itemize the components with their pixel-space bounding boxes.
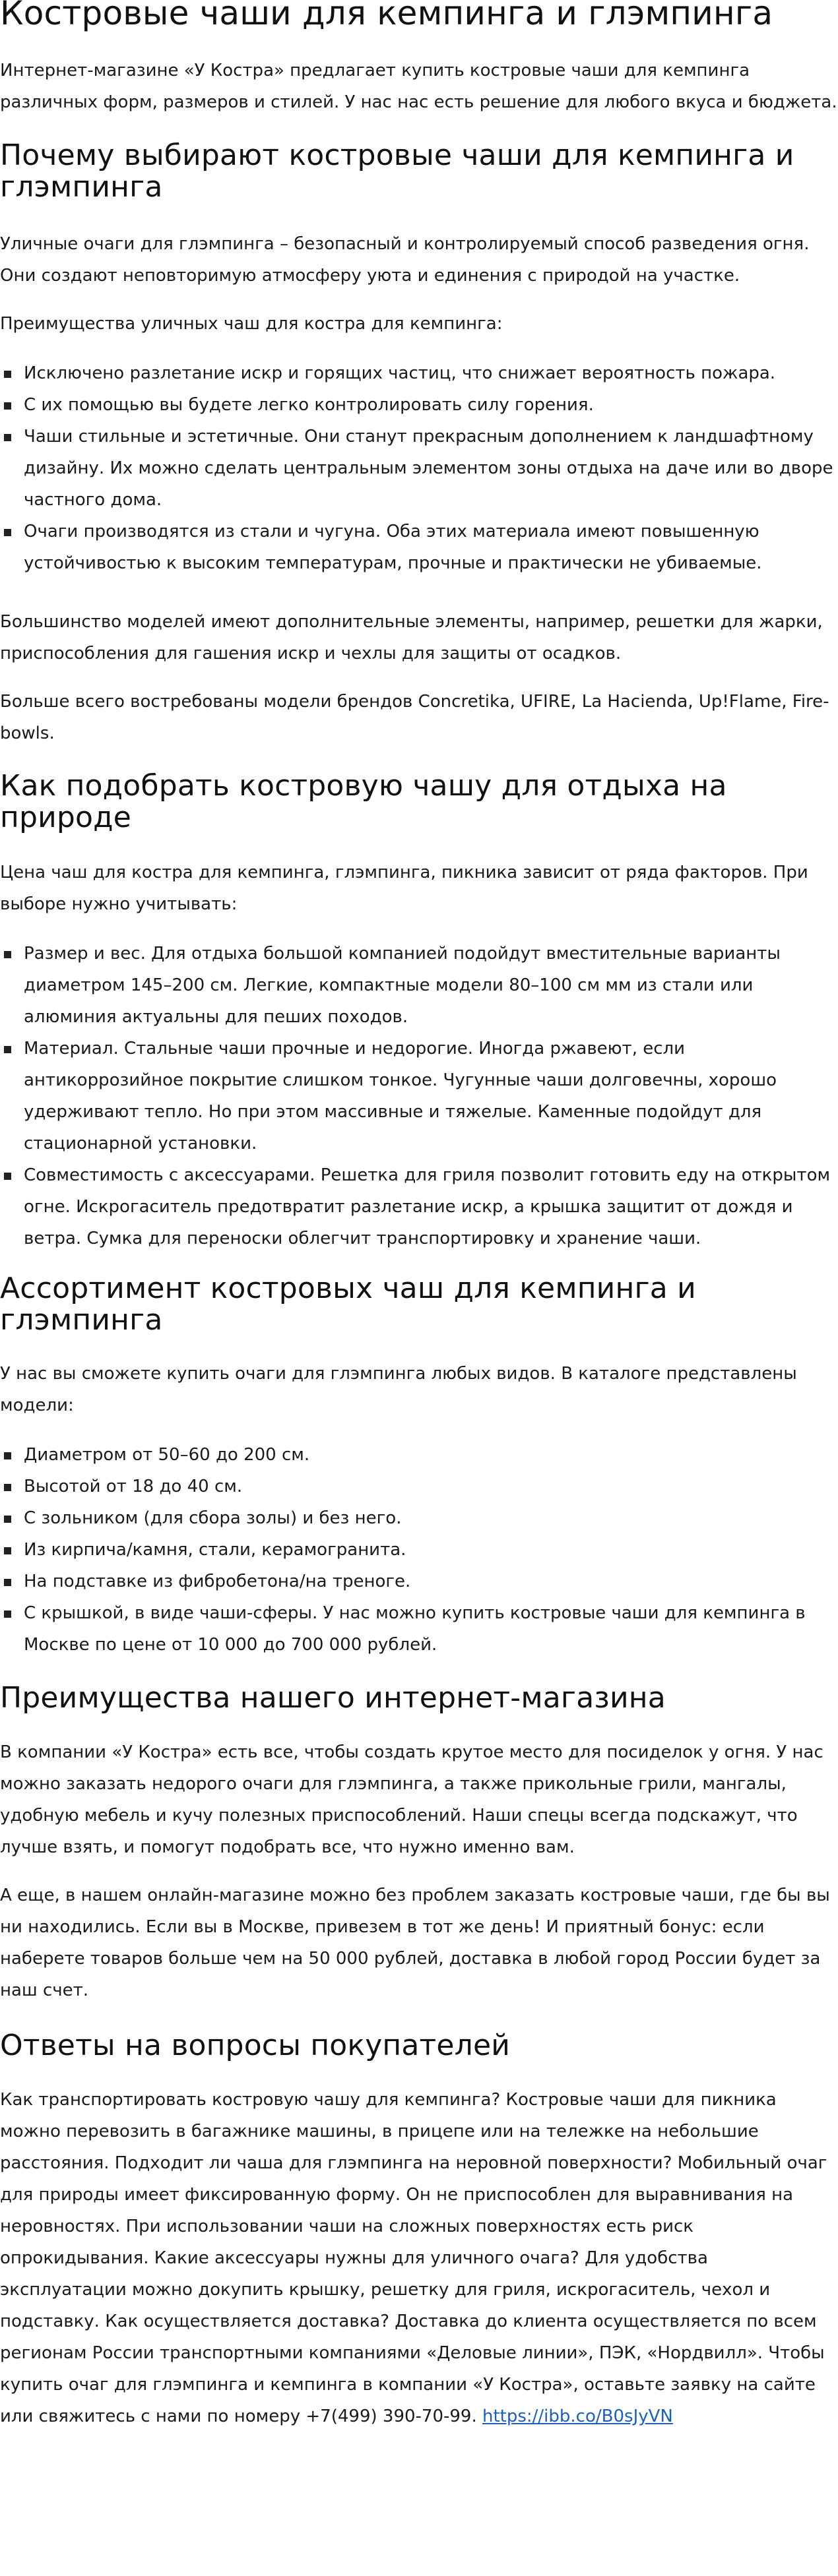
list-item [24, 1597, 838, 1661]
bullet-icon [4, 1579, 11, 1586]
section-heading-faq: Ответы на вопросы покупателей [0, 2029, 511, 2062]
list-item [24, 1159, 838, 1254]
list-item-text: С крышкой, в виде чаши-сферы. У нас можно купить костровые чаши для кемпинга в Москве по цене от 10 000 до 700 000 рублей. [24, 1603, 806, 1655]
section-heading-why: Почему выбирают костровые чаши для кемпинга и глэмпинга [0, 138, 794, 204]
paragraph-advantages-2: А еще, в нашем онлайн-магазине можно без проблем заказать костровые чаши, где бы вы ни находились. Если вы в Москве, привезем в тот же день! И приятный бонус: если наберете товаров больше чем на 50 000 рублей, доставка в любой город России будет за наш счет. [0, 1886, 830, 2000]
list-item [24, 1502, 838, 1534]
bullet-icon [4, 529, 11, 536]
list-item [24, 421, 838, 516]
bullet-icon [4, 1610, 11, 1618]
list-item [24, 1439, 838, 1471]
intro-paragraph: Интернет-магазине «У Костра» предлагает купить костровые чаши для кемпинга различных форм, размеров и стилей. У нас нас есть решение для любого вкуса и бюджета. [0, 61, 837, 112]
list-item-text: Исключено разлетание искр и горящих частиц, что снижает вероятность пожара. [24, 363, 776, 383]
list-item-text: Совместимость с аксессуарами. Решетка для гриля позволит готовить еду на открытом огне. Искрогаситель предотвратит разлетание искр, а крышка защитит от дождя и ветра. Сумка для переноски облегчит транспортировку и хранение чаши. [24, 1165, 831, 1248]
list-item-text: С зольником (для сбора золы) и без него. [24, 1508, 402, 1528]
list-why [0, 357, 838, 579]
paragraph-why-3: Большинство моделей имеют дополнительные элементы, например, решетки для жарки, приспособления для гашения искр и чехлы для защиты от осадков. [0, 612, 823, 663]
bullet-icon [4, 951, 11, 958]
section-heading-how: Как подобрать костровую чашу для отдыха на природе [0, 769, 727, 834]
paragraph-how-1: Цена чаш для костра для кемпинга, глэмпинга, пикника зависит от ряда факторов. При выборе нужно учитывать: [0, 863, 808, 914]
bullet-icon [4, 434, 11, 441]
list-item [24, 1566, 838, 1597]
list-item [24, 1471, 838, 1502]
list-how [0, 938, 838, 1254]
bullet-icon [4, 1547, 11, 1554]
bullet-icon [4, 1173, 11, 1180]
bullet-icon [4, 402, 11, 410]
faq-text: Как транспортировать костровую чашу для кемпинга? Костровые чаши для пикника можно перевозить в багажнике машины, в прицепе или на тележке на небольшие расстояния. Подходит ли чаша для глэмпинга на неровной поверхности? Мобильный очаг для природы имеет фиксированную форму. Он не приспособлен для выравнивания на неровностях. При использовании чаши на сложных поверхностях есть риск опрокидывания. Какие аксессуары нужны для уличного очага? Для удобства эксплуатации можно докупить крышку, решетку для гриля, искрогаситель, чехол и подставку. Как осуществляется доставка? Доставка до клиента осуществляется по всем регионам России транспортными компаниями «Деловые линии», ПЭК, «Нордвилл». Чтобы купить очаг для глэмпинга и кемпинга в компании «У Костра», оставьте заявку на сайте или свяжитесь с нами по номеру +7(499) 390-70-99. [0, 2090, 827, 2426]
image-link[interactable]: https://ibb.co/B0sJyVN [482, 2407, 673, 2426]
list-item [24, 516, 838, 579]
paragraph-range-1: У нас вы сможете купить очаги для глэмпинга любых видов. В каталоге представлены модели: [0, 1364, 797, 1415]
bullet-icon [4, 1452, 11, 1459]
list-item-text: С их помощью вы будете легко контролировать силу горения. [24, 395, 594, 415]
list-item [24, 938, 838, 1033]
bullet-icon [4, 1484, 11, 1491]
faq-paragraph [0, 2084, 838, 2432]
list-item-text: Из кирпича/камня, стали, керамогранита. [24, 1540, 406, 1560]
list-item [24, 389, 838, 421]
paragraph-why-4: Больше всего востребованы модели брендов Concretika, UFIRE, La Hacienda, Up!Flame, Fire-bowls. [0, 692, 829, 743]
bullet-icon [4, 1046, 11, 1053]
list-range [0, 1439, 838, 1661]
list-item-text: Высотой от 18 до 40 см. [24, 1477, 243, 1496]
page-title: Костровые чаши для кемпинга и глэмпинга [0, 0, 773, 32]
section-heading-range: Ассортимент костровых чаш для кемпинга и глэмпинга [0, 1272, 696, 1337]
list-item-text: На подставке из фибробетона/на треноге. [24, 1572, 411, 1591]
bullet-icon [4, 371, 11, 378]
list-item [24, 1534, 838, 1566]
list-item-text: Чаши стильные и эстетичные. Они станут прекрасным дополнением к ландшафтному дизайну. Их можно сделать центральным элементом зоны отдыха на даче или во дворе частного дома. [24, 427, 833, 510]
list-item-text: Размер и вес. Для отдыха большой компанией подойдут вместительные варианты диаметром 145–200 см. Легкие, компактные модели 80–100 см мм из стали или алюминия актуальны для пеших походов. [24, 944, 781, 1027]
list-item-text: Диаметром от 50–60 до 200 см. [24, 1445, 310, 1465]
list-item-text: Очаги производятся из стали и чугуна. Оба этих материала имеют повышенную устойчивостью к высоким температурам, прочные и практически не убиваемые. [24, 522, 762, 573]
paragraph-why-2: Преимущества уличных чаш для костра для кемпинга: [0, 314, 503, 334]
paragraph-why-1: Уличные очаги для глэмпинга – безопасный и контролируемый способ разведения огня. Они создают неповторимую атмосферу уюта и единения с природой на участке. [0, 234, 810, 286]
list-item-text: Материал. Стальные чаши прочные и недорогие. Иногда ржавеют, если антикоррозийное покрытие слишком тонкое. Чугунные чаши долговечны, хорошо удерживают тепло. Но при этом массивные и тяжелые. Каменные подойдут для стационарной установки. [24, 1039, 777, 1153]
paragraph-advantages-1: В компании «У Костра» есть все, чтобы создать крутое место для посиделок у огня. У нас можно заказать недорого очаги для глэмпинга, а также прикольные грили, мангалы, удобную мебель и кучу полезных приспособлений. Наши спецы всегда подскажут, что лучше взять, и помогут подобрать все, что нужно именно вам. [0, 1742, 823, 1857]
bullet-icon [4, 1516, 11, 1523]
section-heading-advantages: Преимущества нашего интернет-магазина [0, 1681, 666, 1715]
list-item [24, 357, 838, 389]
list-item [24, 1033, 838, 1159]
